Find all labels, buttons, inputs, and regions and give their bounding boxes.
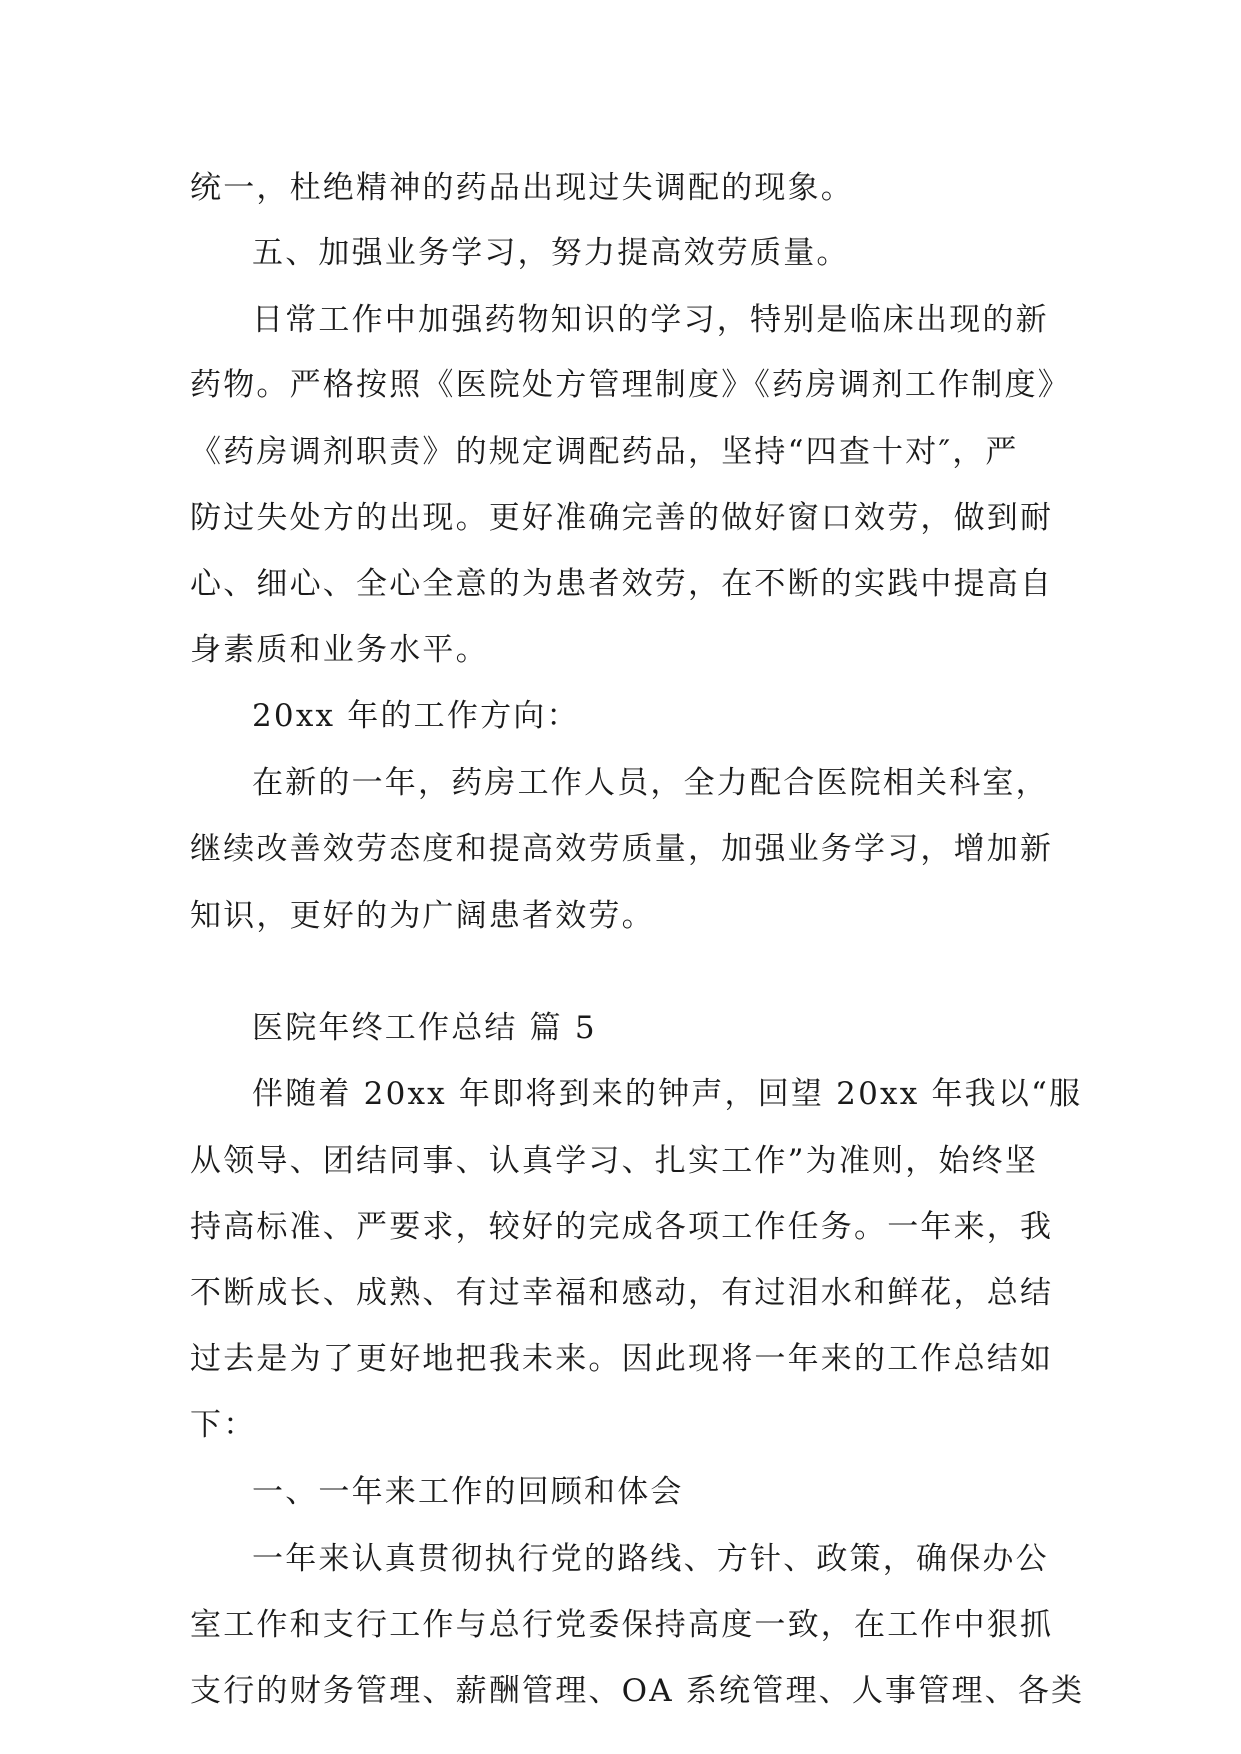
section-heading: 一、一年来工作的回顾和体会 <box>252 1474 684 1510</box>
text-line: 伴随着 20xx 年即将到来的钟声，回望 20xx 年我以“服 <box>252 1076 1083 1112</box>
text-line: 室工作和支行工作与总行党委保持高度一致，在工作中狠抓 <box>190 1607 1054 1643</box>
text-line: 《药房调剂职责》的规定调配药品，坚持“四查十对″，严 <box>190 434 1019 470</box>
text-line: 持高标准、严要求，较好的完成各项工作任务。一年来，我 <box>190 1209 1054 1245</box>
text-line: 统一，杜绝精神的药品出现过失调配的现象。 <box>190 170 854 206</box>
text-line: 心、细心、全心全意的为患者效劳，在不断的实践中提高自 <box>190 566 1054 602</box>
section-heading: 五、加强业务学习，努力提高效劳质量。 <box>252 235 850 271</box>
document-title: 医院年终工作总结 篇 5 <box>252 1010 597 1046</box>
text-line: 身素质和业务水平。 <box>190 632 489 668</box>
text-line: 继续改善效劳态度和提高效劳质量，加强业务学习，增加新 <box>190 831 1054 867</box>
text-line: 药物。严格按照《医院处方管理制度》《药房调剂工作制度》 <box>190 367 1071 403</box>
section-heading: 20xx 年的工作方向： <box>252 698 580 734</box>
text-line: 防过失处方的出现。更好准确完善的做好窗口效劳，做到耐 <box>190 500 1054 536</box>
text-line: 过去是为了更好地把我未来。因此现将一年来的工作总结如 <box>190 1341 1054 1377</box>
text-line: 支行的财务管理、薪酬管理、OA 系统管理、人事管理、各类 <box>190 1673 1085 1709</box>
text-line: 不断成长、成熟、有过幸福和感动，有过泪水和鲜花，总结 <box>190 1275 1054 1311</box>
text-line: 知识，更好的为广阔患者效劳。 <box>190 898 655 934</box>
text-line: 日常工作中加强药物知识的学习，特别是临床出现的新 <box>252 302 1049 338</box>
text-line: 一年来认真贯彻执行党的路线、方针、政策，确保办公 <box>252 1541 1049 1577</box>
text-line: 在新的一年，药房工作人员，全力配合医院相关科室， <box>252 765 1049 801</box>
text-line: 下： <box>190 1407 257 1443</box>
text-line: 从领导、团结同事、认真学习、扎实工作”为准则，始终坚 <box>190 1143 1039 1179</box>
